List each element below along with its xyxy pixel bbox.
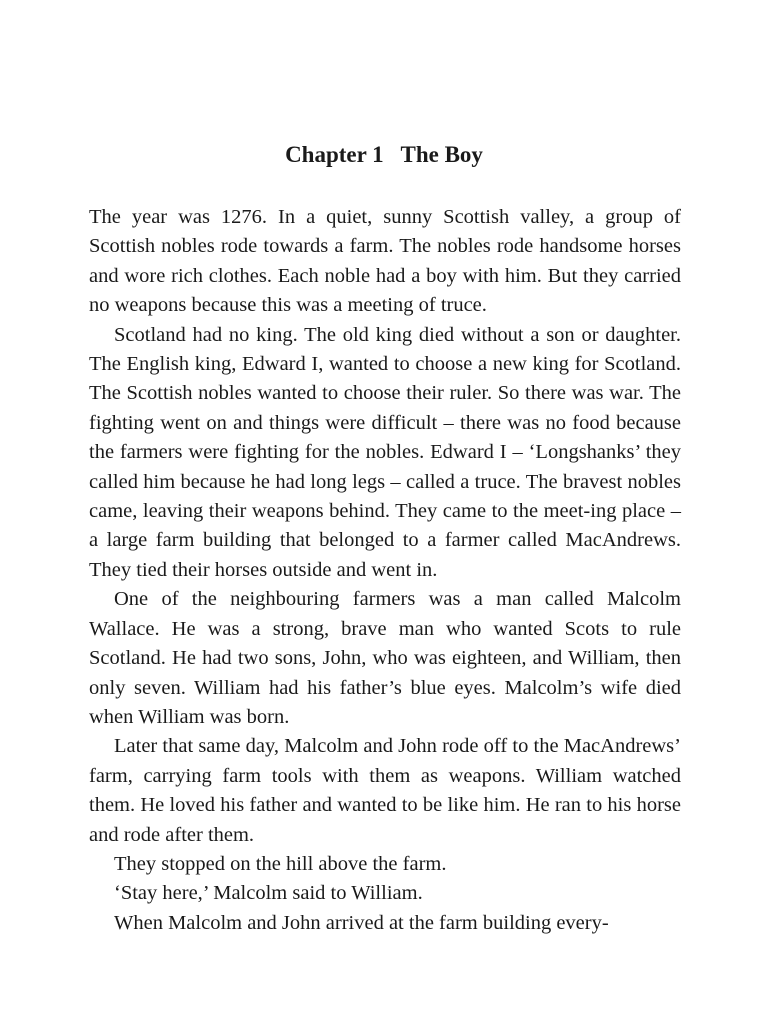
paragraph-4: Later that same day, Malcolm and John rode off to the MacAndrews’ farm, carrying farm tools with them as weapons. William watched them. He loved his father and wanted to be like him. He ran to his horse and rode after them. (89, 735, 681, 846)
paragraph-5: They stopped on the hill above the farm. (114, 852, 447, 875)
chapter-title: Chapter 1 The Boy (285, 142, 483, 167)
paragraph-7: When Malcolm and John arrived at the farm building every- (114, 911, 609, 934)
paragraph-3: One of the neighbouring farmers was a man called Malcolm Wallace. He was a strong, brave man who wanted Scots to rule Scotland. He had two sons, John, who was eighteen, and William, then only seven. William had his father’s blue eyes. Malcolm’s wife died when William was born. (89, 588, 681, 728)
paragraph-2: Scotland had no king. The old king died without a son or daughter. The English king, Edward I, wanted to choose a new king for Scotland. The Scottish nobles wanted to choose their ruler. So there was war. The fighting went on and things were difficult – there was no food because the farmers were fighting for the nobles. Edward I – ‘Longshanks’ they called him because he had long legs – called a truce. The bravest nobles came, leaving their weapons behind. They came to the meet-ing place – a large farm building that belonged to a farmer called MacAndrews. They tied their horses outside and went in. (89, 323, 681, 581)
chapter-body (89, 203, 681, 938)
paragraph-1: The year was 1276. In a quiet, sunny Scottish valley, a group of Scottish nobles rode towards a farm. The nobles rode handsome horses and wore rich clothes. Each noble had a boy with him. But they carried no weapons because this was a meeting of truce. (89, 206, 681, 317)
paragraph-6: ‘Stay here,’ Malcolm said to William. (114, 882, 423, 905)
